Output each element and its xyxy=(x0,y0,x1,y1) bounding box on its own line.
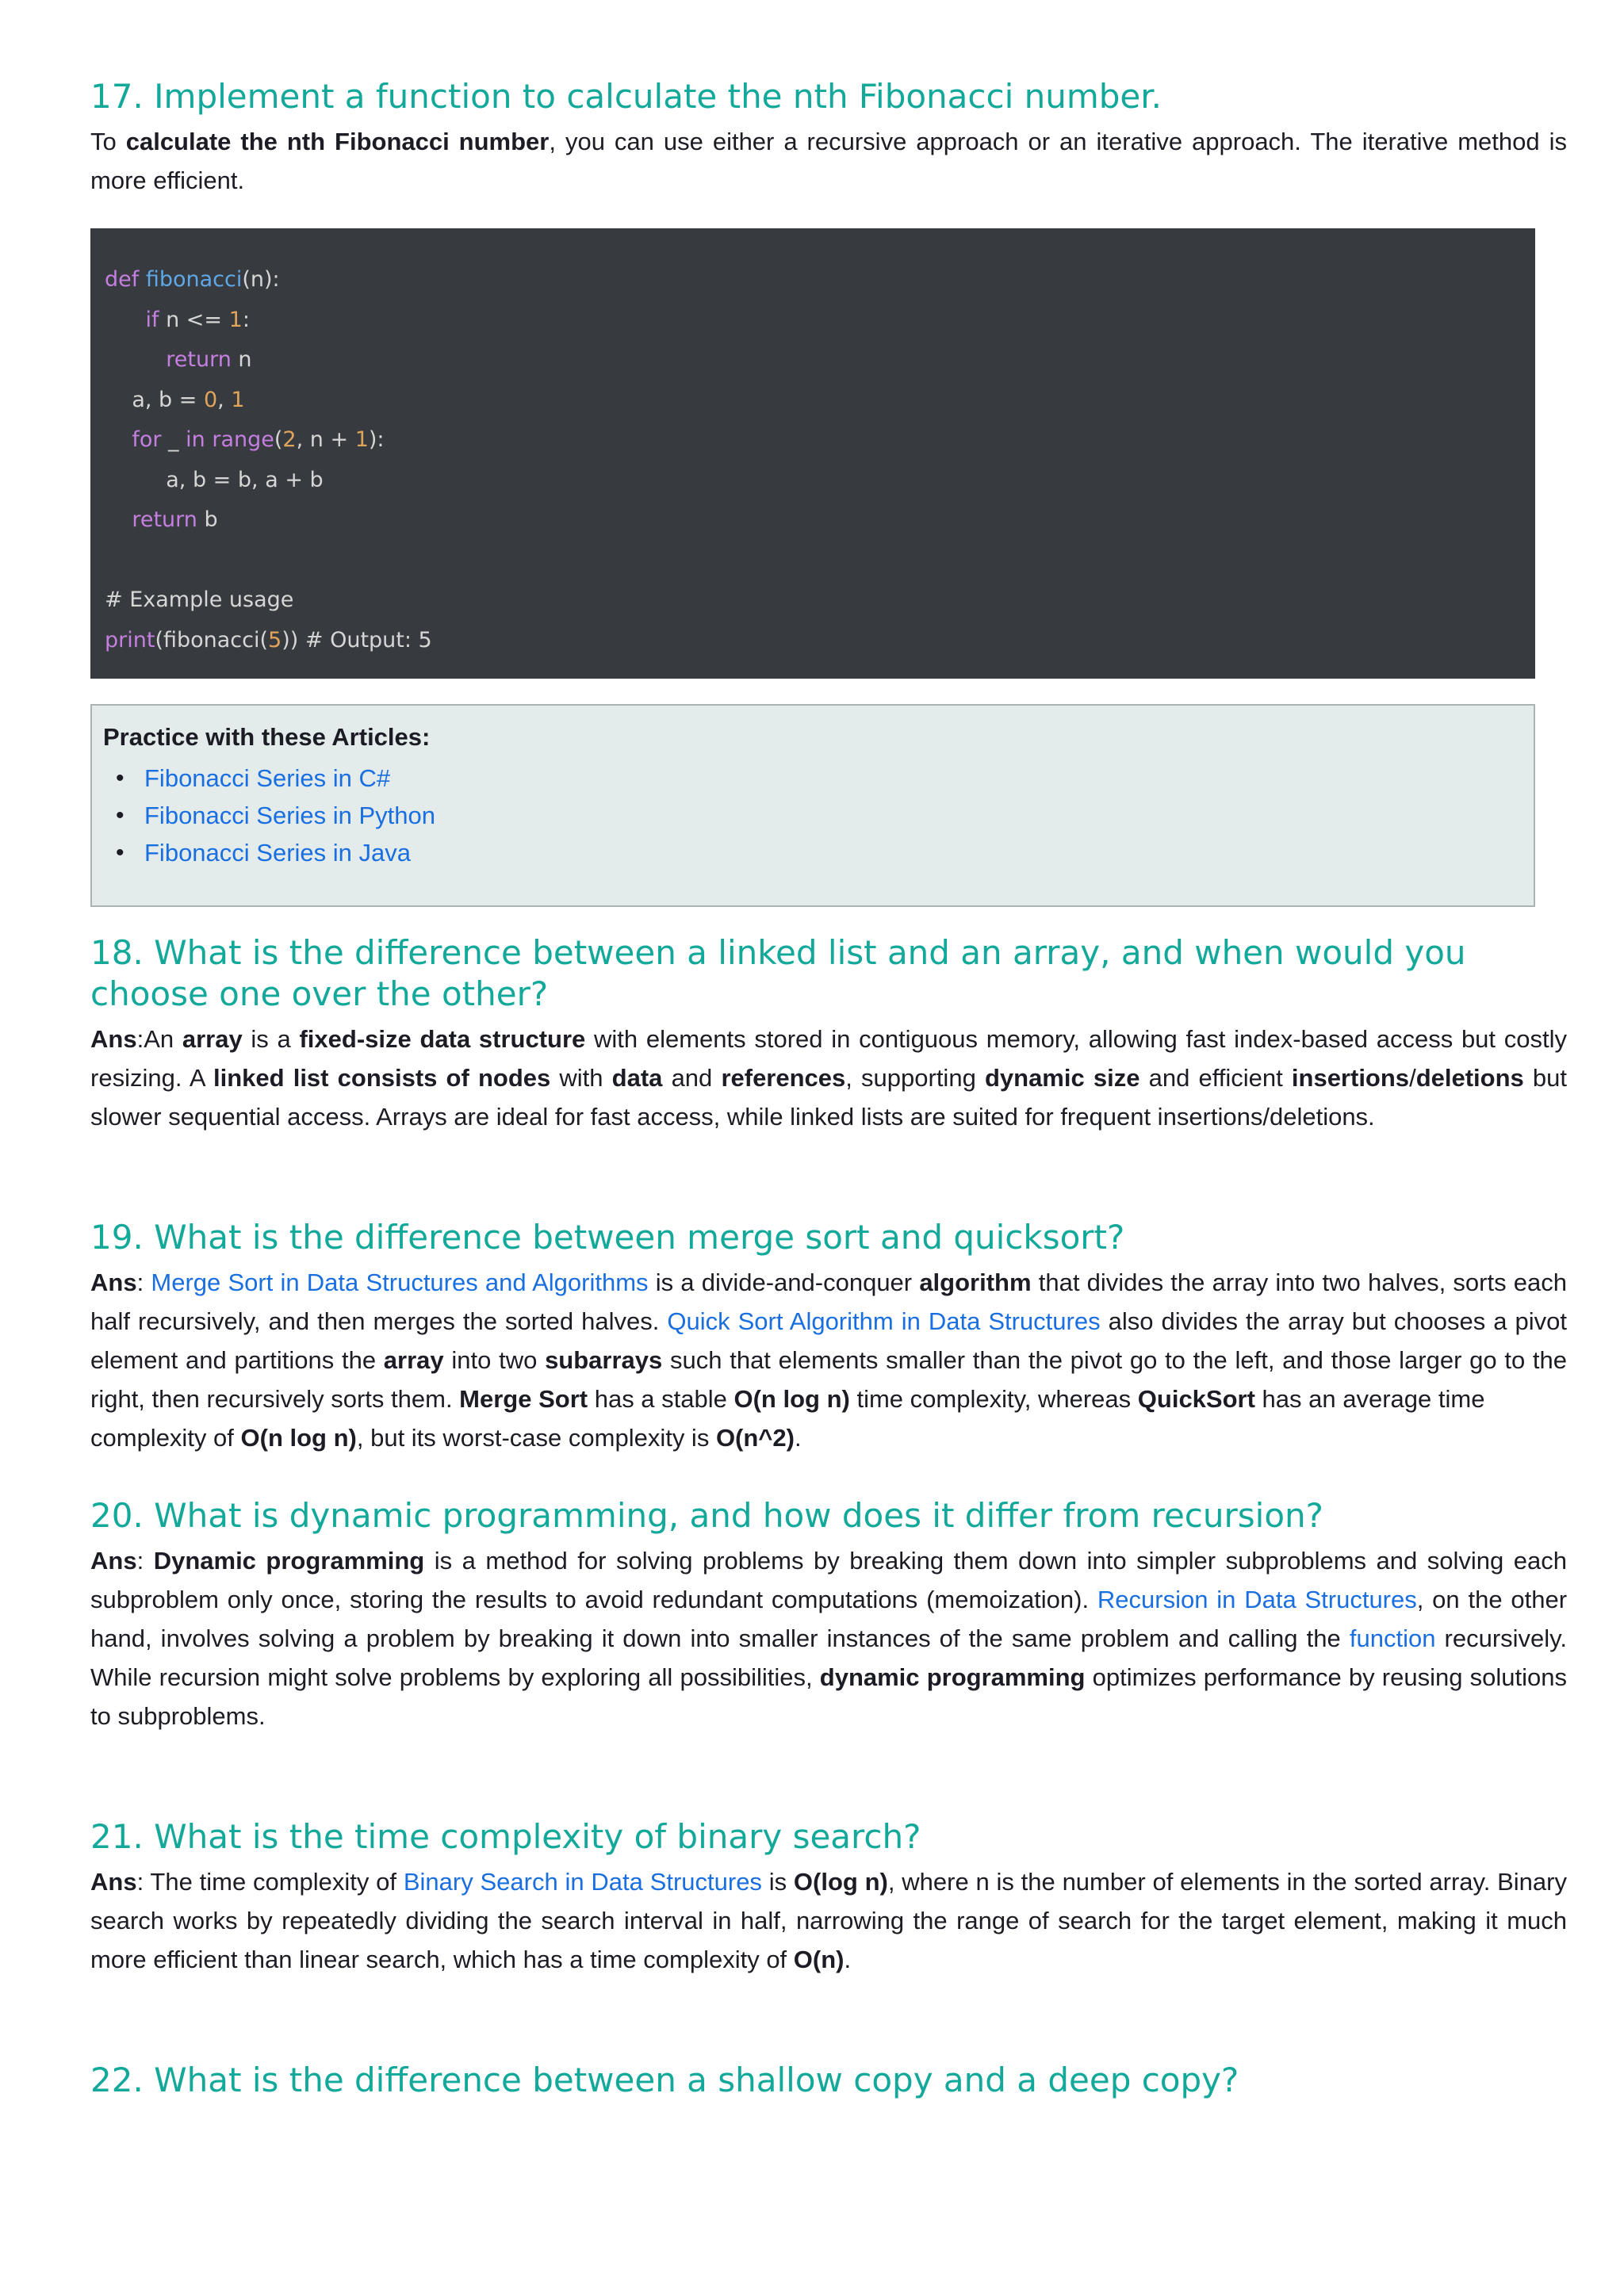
answer-text: / xyxy=(1409,1064,1416,1092)
answer-text: . xyxy=(794,1424,802,1452)
code-keyword: if xyxy=(145,307,159,332)
practice-link-java[interactable]: Fibonacci Series in Java xyxy=(144,839,411,867)
bullet-icon: • xyxy=(116,802,124,828)
bullet-icon: • xyxy=(116,765,124,791)
answer-text: with elements stored in contiguous memory, allowing fast index-based access but costly resizing. A xyxy=(90,1025,1567,1092)
answer-bold: fixed-size data structure xyxy=(299,1025,586,1053)
practice-title: Practice with these Articles: xyxy=(103,723,431,751)
code-keyword: in xyxy=(186,427,205,452)
code-indent xyxy=(105,308,146,332)
answer-text: also divides the array but chooses a pivot element and partitions the xyxy=(90,1307,1567,1374)
question-20-heading: 20. What is dynamic programming, and how does it differ from recursion? xyxy=(90,1496,1323,1535)
question-17-section xyxy=(90,76,1567,907)
code-line-1 xyxy=(105,260,1521,300)
code-line-4 xyxy=(105,381,1521,421)
question-19-section xyxy=(90,1217,1567,1457)
answer-text: has a stable xyxy=(588,1385,734,1413)
answer-text: is xyxy=(761,1868,794,1896)
practice-link-item xyxy=(116,797,1522,834)
practice-links-list xyxy=(103,760,1522,871)
code-comment: # Example usage xyxy=(105,587,294,612)
question-22-heading: 22. What is the difference between a shallow copy and a deep copy? xyxy=(90,2061,1239,2099)
answer-text: that divides the array into two halves, sorts each half recursively, and then merges the sorted halves. xyxy=(90,1269,1567,1335)
question-21-answer xyxy=(90,1862,1567,1979)
binary-search-link[interactable]: Binary Search in Data Structures xyxy=(403,1868,762,1896)
ans-label: Ans xyxy=(90,1868,137,1896)
answer-bold: insertions xyxy=(1291,1064,1410,1092)
answer-text: : The time complexity of xyxy=(136,1868,404,1896)
answer-text: complexity of xyxy=(90,1424,241,1452)
code-number: 1 xyxy=(354,427,369,452)
answer-bold: subarrays xyxy=(545,1346,663,1374)
code-number: 1 xyxy=(228,307,243,332)
ans-label: Ans xyxy=(90,1547,137,1575)
answer-text: time complexity, whereas xyxy=(849,1385,1138,1413)
answer-text: and efficient xyxy=(1139,1064,1292,1092)
answer-text: but slower sequential access. Arrays are ideal for fast access, while linked lists are suited for frequent insertions/deletions. xyxy=(90,1064,1568,1131)
answer-bold: data xyxy=(611,1064,663,1092)
answer-bold: algorithm xyxy=(919,1269,1032,1296)
answer-bold: O(n log n) xyxy=(240,1424,357,1452)
answer-text: optimizes performance by reusing solutions to subproblems. xyxy=(90,1663,1567,1730)
question-22-section xyxy=(90,2060,1567,2101)
practice-link-item xyxy=(116,834,1522,871)
answer-bold: O(n^2) xyxy=(715,1424,795,1452)
intro-text-rest: , you can use either a recursive approach or an iterative approach. The iterative method is more efficient. xyxy=(90,128,1567,194)
answer-bold: deletions xyxy=(1415,1064,1524,1092)
answer-text: and xyxy=(662,1064,722,1092)
ans-label: Ans xyxy=(90,1269,137,1296)
question-20-answer xyxy=(90,1541,1567,1735)
question-19-answer xyxy=(90,1263,1567,1418)
answer-text: is a xyxy=(242,1025,300,1053)
answer-text: . xyxy=(844,1946,852,1973)
code-text: a, b = xyxy=(132,387,204,412)
code-number: 1 xyxy=(231,387,245,412)
code-text: , xyxy=(217,387,232,412)
quick-sort-link[interactable]: Quick Sort Algorithm in Data Structures xyxy=(667,1307,1101,1335)
code-text: a, b = b, a + b xyxy=(166,467,324,492)
code-line-2 xyxy=(105,300,1521,341)
code-number: 0 xyxy=(203,387,218,412)
code-text: _ xyxy=(161,427,186,452)
answer-text: has an average time xyxy=(1254,1385,1485,1413)
answer-text: is a divide-and-conquer xyxy=(648,1269,920,1296)
code-indent xyxy=(105,427,132,452)
code-text: n xyxy=(231,347,252,372)
code-indent xyxy=(105,347,166,372)
question-21-section xyxy=(90,1816,1567,1979)
code-line-9 xyxy=(105,580,1521,621)
code-block xyxy=(90,228,1535,679)
question-21-heading: 21. What is the time complexity of binary search? xyxy=(90,1817,921,1856)
answer-text: , but its worst-case complexity is xyxy=(356,1424,716,1452)
answer-bold: Merge Sort xyxy=(459,1385,588,1413)
answer-bold: references xyxy=(721,1064,846,1092)
code-text: )) # Output: 5 xyxy=(282,627,432,652)
practice-link-csharp[interactable]: Fibonacci Series in C# xyxy=(144,764,391,792)
question-18-answer xyxy=(90,1020,1567,1136)
code-text: b xyxy=(197,507,218,532)
question-18-heading: 18. What is the difference between a linked list and an array, and when would you choose one over the other? xyxy=(90,933,1466,1013)
code-number: 2 xyxy=(282,427,297,452)
intro-text: To xyxy=(90,128,126,155)
answer-bold: dynamic programming xyxy=(819,1663,1086,1691)
code-text: ): xyxy=(368,427,385,452)
question-18-section xyxy=(90,932,1567,1136)
practice-link-item xyxy=(116,760,1522,797)
question-19-answer-continued xyxy=(90,1418,1567,1457)
answer-text: :An xyxy=(136,1025,182,1053)
answer-text: into two xyxy=(443,1346,546,1374)
answer-text: : xyxy=(136,1547,154,1575)
article-page xyxy=(90,76,1567,2106)
code-keyword: for xyxy=(132,427,162,452)
answer-bold: QuickSort xyxy=(1137,1385,1255,1413)
answer-bold: array xyxy=(383,1346,444,1374)
code-line-6 xyxy=(105,461,1521,501)
ans-label: Ans xyxy=(90,1025,137,1053)
code-text: , n + xyxy=(296,427,355,452)
code-text: : xyxy=(242,307,250,332)
code-keyword: return xyxy=(132,507,197,532)
code-builtin: print xyxy=(105,627,155,652)
practice-articles-box xyxy=(90,704,1535,907)
code-text: (fibonacci( xyxy=(155,627,269,652)
question-17-heading: 17. Implement a function to calculate the nth Fibonacci number. xyxy=(90,77,1162,116)
answer-text: is a method for solving problems by breaking them down into simpler subproblems and solving each subproblem only once, storing the results to avoid redundant computations (memoization). xyxy=(90,1547,1567,1613)
code-indent xyxy=(105,507,132,532)
answer-bold: array xyxy=(182,1025,243,1053)
code-indent xyxy=(105,468,166,492)
answer-text: : xyxy=(136,1269,151,1296)
code-indent xyxy=(105,388,132,412)
code-line-3 xyxy=(105,340,1521,381)
answer-bold: O(n log n) xyxy=(733,1385,850,1413)
answer-bold: O(log n) xyxy=(793,1868,888,1896)
practice-link-python[interactable]: Fibonacci Series in Python xyxy=(144,802,436,829)
question-17-intro xyxy=(90,122,1567,200)
code-text: (n): xyxy=(242,267,280,292)
code-line-7 xyxy=(105,500,1521,541)
question-20-section xyxy=(90,1495,1567,1735)
answer-bold: O(n) xyxy=(793,1946,845,1973)
code-text: n <= xyxy=(159,307,229,332)
answer-text: , on the other hand, involves solving a problem by breaking it down into smaller instances of the same problem and calling the xyxy=(90,1586,1568,1652)
code-line-10 xyxy=(105,621,1521,661)
answer-bold: dynamic size xyxy=(984,1064,1140,1092)
answer-text: such that elements smaller than the pivot go to the left, and those larger go to the right, then recursively sorts them. xyxy=(90,1346,1568,1413)
code-function-name: fibonacci xyxy=(145,267,243,292)
code-number: 5 xyxy=(268,627,282,652)
answer-text: , supporting xyxy=(845,1064,985,1092)
merge-sort-link[interactable]: Merge Sort in Data Structures and Algorithms xyxy=(151,1269,649,1296)
function-link[interactable]: function xyxy=(1349,1624,1436,1652)
question-19-heading: 19. What is the difference between merge sort and quicksort? xyxy=(90,1218,1125,1257)
answer-bold: linked list consists of nodes xyxy=(213,1064,551,1092)
code-builtin: range xyxy=(212,427,274,452)
intro-bold: calculate the nth Fibonacci number xyxy=(125,128,550,155)
code-keyword: return xyxy=(166,347,232,372)
answer-text: with xyxy=(550,1064,612,1092)
answer-text: , where n is the number of elements in the sorted array. Binary search works by repeatedly dividing the search interval in half, narrowing the range of search for the target element, making it much more efficient than linear search, which has a time complexity of xyxy=(90,1868,1567,1973)
answer-text: recursively. While recursion might solve problems by exploring all possibilities, xyxy=(90,1624,1567,1691)
code-keyword: def xyxy=(105,267,146,292)
code-line-5 xyxy=(105,420,1521,461)
answer-bold: Dynamic programming xyxy=(153,1547,425,1575)
code-text: ( xyxy=(274,427,283,452)
code-line-blank xyxy=(105,541,1521,581)
recursion-link[interactable]: Recursion in Data Structures xyxy=(1097,1586,1417,1613)
bullet-icon: • xyxy=(116,840,124,866)
